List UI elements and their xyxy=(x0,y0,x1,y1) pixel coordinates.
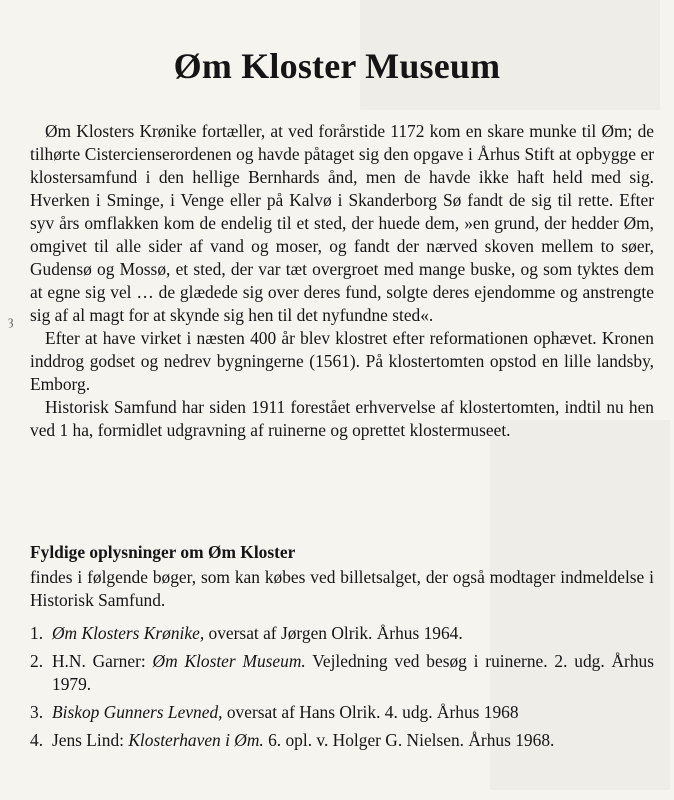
list-number: 1. xyxy=(30,623,44,643)
book-title: Øm Kloster Museum. xyxy=(152,651,306,671)
list-item xyxy=(30,650,654,696)
section-intro: findes i følgende bøger, som kan købes ved billetsalget, der også modtager indmeldelse i Historisk Samfund. xyxy=(30,567,654,610)
book-title: Klosterhaven i Øm. xyxy=(128,730,264,750)
list-number: 3. xyxy=(30,702,44,722)
book-title: Øm Klosters Krønike, xyxy=(52,623,205,643)
margin-mark: ȝ xyxy=(8,314,14,329)
paragraph-chronicle: Øm Klosters Krønike fortæller, at ved forårstide 1172 kom en skare munke til Øm; de tilhørte Cistercienserordenen og havde påtaget sig den opgave i Århus Stift at opbygge er klostersamfund i den hellige Bernhards ånd, men de havde ikke haft held med sig. Hverken i Sminge, i Venge eller på Kalvø i Skanderborg Sø fandt de sig til rette. Efter syv års omflakken kom de endelig til et sted, der huede dem, »en grund, der hedder Øm, omgivet til alle sider af vand og moser, og fandt der nærved skoven mellem to søer, Gudensø og Mossø, et sted, der var tæt overgroet med mange buske, og som tyktes dem at egne sig vel … de glædede sig over deres fund, solgte deres ejendomme og anstrengte sig af al magt for at skynde sig hen til det nyfundne sted«. xyxy=(30,121,654,325)
paragraph-historical-society: Historisk Samfund har siden 1911 forestået erhvervelse af klostertomten, indtil nu hen ved 1 ha, formidlet udgravning af ruinerne og oprettet klostermuseet. xyxy=(30,397,654,440)
body-text xyxy=(30,120,654,442)
book-details: oversat af Jørgen Olrik. Århus 1964. xyxy=(204,623,463,643)
list-item xyxy=(30,622,654,645)
paragraph-reformation: Efter at have virket i næsten 400 år blev klostret efter reformationen ophævet. Kronen inddrog godset og nedrev bygningerne (1561). På klostertomten opstod en lille landsby, Emborg. xyxy=(30,328,654,394)
list-item xyxy=(30,701,654,724)
page-title: Øm Kloster Museum xyxy=(173,46,501,87)
section-heading: Fyldige oplysninger om Øm Kloster xyxy=(30,542,296,562)
book-author: Jens Lind: xyxy=(52,730,129,750)
book-title: Biskop Gunners Levned, xyxy=(52,702,223,722)
list-item xyxy=(30,729,654,752)
book-author: H.N. Garner: xyxy=(52,651,153,671)
list-number: 4. xyxy=(30,730,44,750)
book-list xyxy=(30,622,654,757)
book-details: Vejledning ved besøg i ruinerne. 2. udg. Århus 1979. xyxy=(52,651,654,694)
book-details: oversat af Hans Olrik. 4. udg. Århus 1968 xyxy=(222,702,519,722)
list-number: 2. xyxy=(30,651,44,671)
book-details: 6. opl. v. Holger G. Nielsen. Århus 1968. xyxy=(263,730,555,750)
